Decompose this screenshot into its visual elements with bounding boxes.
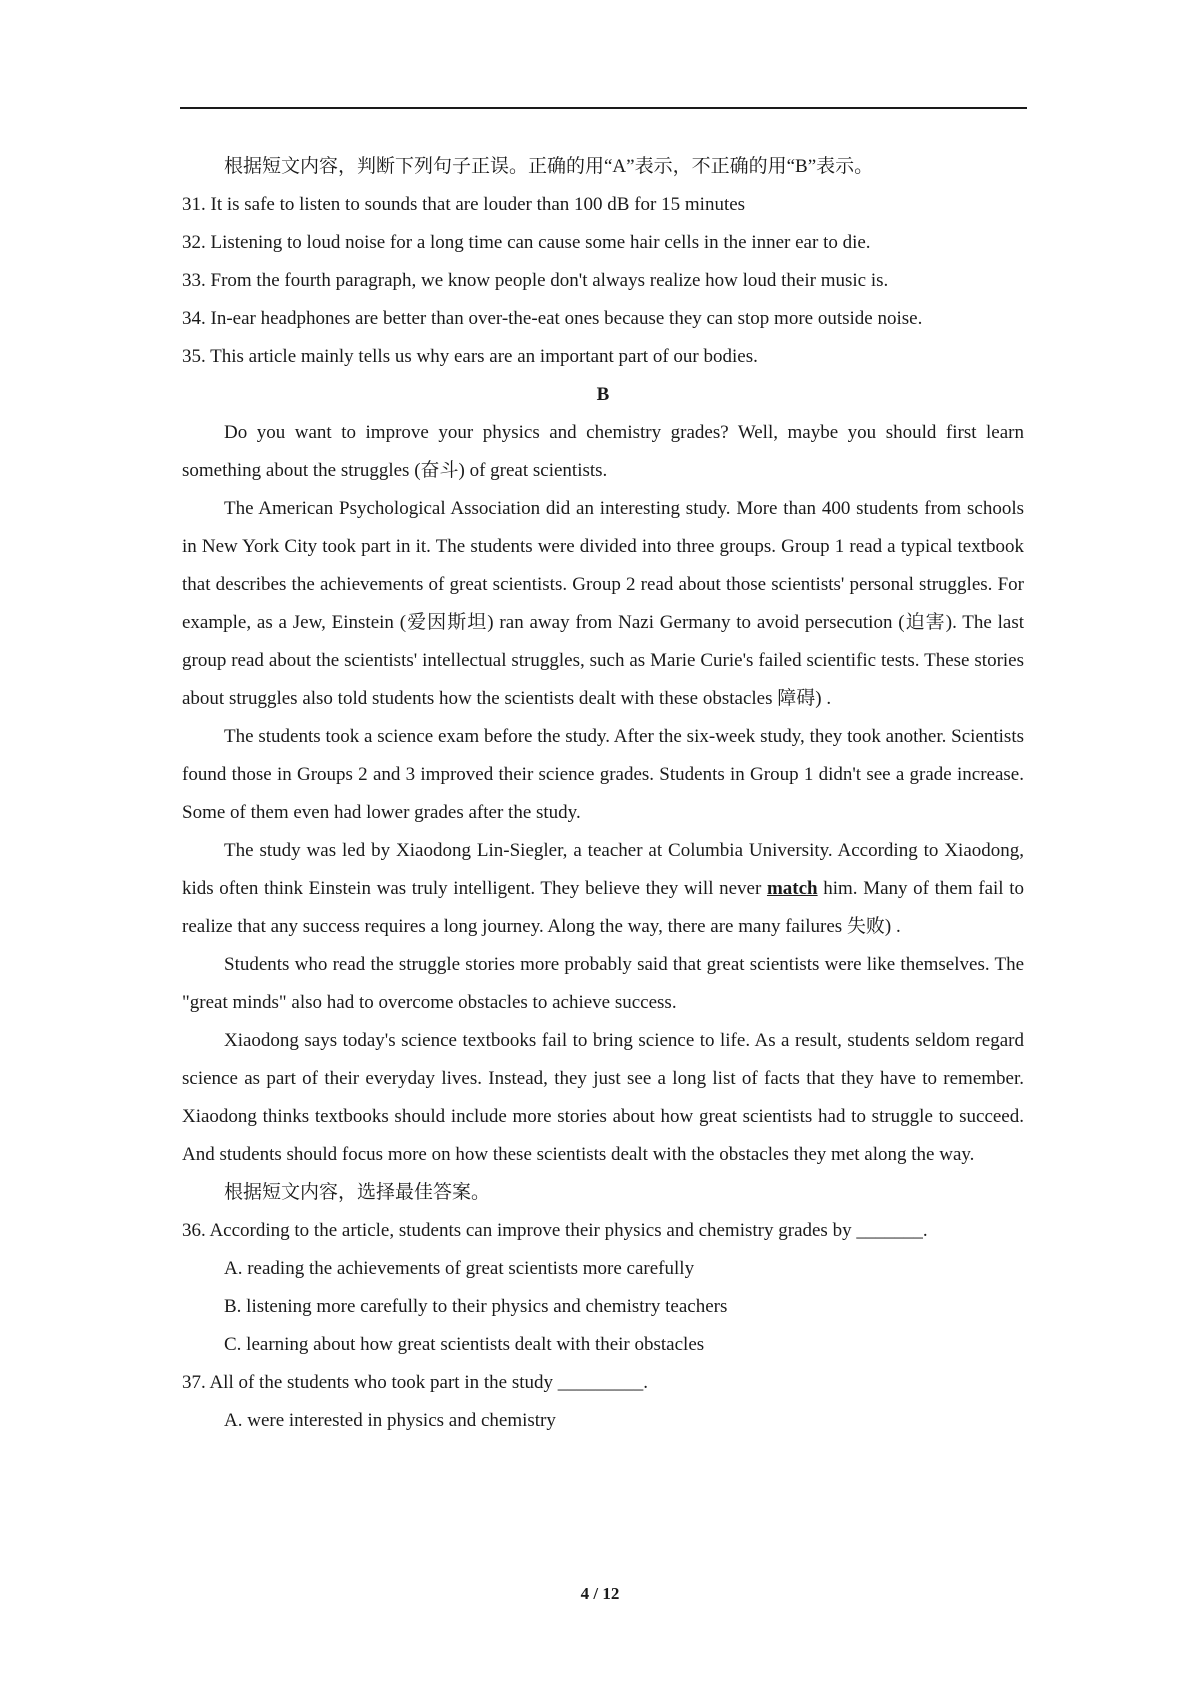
paragraph-4-text-after: him. Many of them fail to realize that any success requires a long journey. Along the way, there are many failures 失败) .: [182, 878, 1024, 937]
section-b-heading: B: [596, 384, 610, 405]
q36-option-c: C. learning about how great scientists dealt with their obstacles: [224, 1334, 705, 1355]
page-number: 4 / 12: [580, 1584, 620, 1603]
tf-question-31: 31. It is safe to listen to sounds that are louder than 100 dB for 15 minutes: [182, 194, 746, 215]
q36-option-b: B. listening more carefully to their physics and chemistry teachers: [224, 1296, 728, 1317]
q36-option-a: A. reading the achievements of great scientists more carefully: [224, 1258, 695, 1279]
tf-question-32: 32. Listening to loud noise for a long time can cause some hair cells in the inner ear to die.: [182, 232, 871, 253]
passage-paragraph-4: [182, 832, 1024, 946]
passage-paragraph-2: The American Psychological Association did an interesting study. More than 400 students from schools in New York City took part in it. The students were divided into three groups. Group 1 read a typical textbook that describes the achievements of great scientists. Group 2 read about those scientists' personal struggles. For example, as a Jew, Einstein (爱因斯坦) ran away from Nazi Germany to avoid persecution (迫害). The last group read about the scientists' intellectual struggles, such as Marie Curie's failed scientific tests. These stories about struggles also told students how the scientists dealt with these obstacles 障碍) .: [182, 498, 1024, 709]
exam-page-content: [182, 148, 1024, 1440]
passage-paragraph-1: Do you want to improve your physics and chemistry grades? Well, maybe you should first learn something about the struggles (奋斗) of great scientists.: [182, 422, 1024, 481]
passage-paragraph-5: Students who read the struggle stories more probably said that great scientists were like themselves. The "great minds" also had to overcome obstacles to achieve success.: [182, 954, 1024, 1013]
mc-instructions: 根据短文内容，选择最佳答案。: [224, 1182, 491, 1203]
q37-option-a: A. were interested in physics and chemistry: [224, 1410, 556, 1431]
mc-question-36: 36. According to the article, students can improve their physics and chemistry grades by _______.: [182, 1220, 928, 1241]
passage-paragraph-6: Xiaodong says today's science textbooks fail to bring science to life. As a result, students seldom regard science as part of their everyday lives. Instead, they just see a long list of facts that they have to remember. Xiaodong thinks textbooks should include more stories about how great scientists had to struggle to succeed. And students should focus more on how these scientists dealt with the obstacles they met along the way.: [182, 1030, 1024, 1165]
passage-paragraph-3: The students took a science exam before the study. After the six-week study, they took another. Scientists found those in Groups 2 and 3 improved their science grades. Students in Group 1 didn't see a grade increase. Some of them even had lower grades after the study.: [182, 726, 1024, 823]
mc-question-37: 37. All of the students who took part in the study _________.: [182, 1372, 649, 1393]
tf-question-34: 34. In-ear headphones are better than over-the-eat ones because they can stop more outside noise.: [182, 308, 923, 329]
header-rule: [180, 107, 1027, 109]
tf-question-35: 35. This article mainly tells us why ears are an important part of our bodies.: [182, 346, 758, 367]
paragraph-4-text-before: The study was led by Xiaodong Lin-Siegler, a teacher at Columbia University. According to Xiaodong, kids often think Einstein was truly intelligent. They believe they will never: [182, 840, 1024, 899]
keyword-match: match: [766, 878, 818, 899]
tf-question-33: 33. From the fourth paragraph, we know people don't always realize how loud their music is.: [182, 270, 889, 291]
tf-instructions: 根据短文内容，判断下列句子正误。正确的用“A”表示，不正确的用“B”表示。: [224, 156, 874, 177]
